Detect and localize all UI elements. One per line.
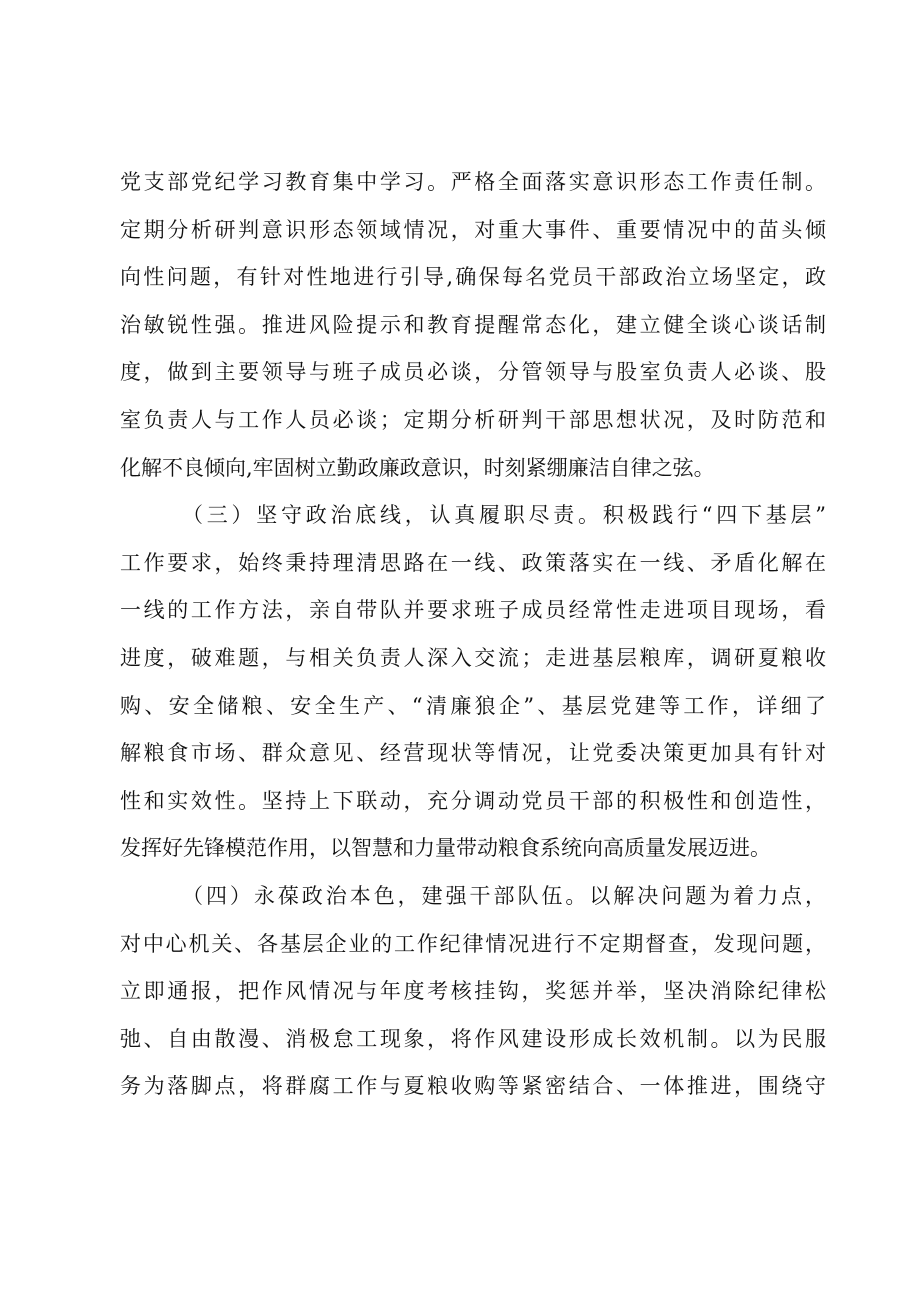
text-line: 性和实效性。坚持上下联动，充分调动党员干部的积极性和创造性， xyxy=(120,788,826,813)
text-line: 向性问题，有针对性地进行引导,确保每名党员干部政治立场坚定，政 xyxy=(120,265,826,290)
text-line: 治敏锐性强。推进风险提示和教育提醒常态化，建立健全谈心谈话制 xyxy=(120,312,826,337)
text-line: 立即通报，把作风情况与年度考核挂钩，奖惩并举，坚决消除纪律松 xyxy=(120,979,826,1004)
paragraph-heading-line: （三）坚守政治底线，认真履职尽责。积极践行“四下基层” xyxy=(182,503,826,528)
text-line: 对中心机关、各基层企业的工作纪律情况进行不定期督查，发现问题， xyxy=(120,931,826,956)
paragraph-heading-line: （四）永葆政治本色，建强干部队伍。以解决问题为着力点， xyxy=(182,883,826,908)
text-line: 购、安全储粮、安全生产、“清廉狼企”、基层党建等工作，详细了 xyxy=(120,693,826,718)
text-line: 工作要求，始终秉持理清思路在一线、政策落实在一线、矛盾化解在 xyxy=(120,550,826,575)
text-line: 进度，破难题，与相关负责人深入交流；走进基层粮库，调研夏粮收 xyxy=(120,645,826,670)
text-line: 定期分析研判意识形态领域情况，对重大事件、重要情况中的苗头倾 xyxy=(120,217,826,242)
text-line: 务为落脚点，将群腐工作与夏粮收购等紧密结合、一体推进，围绕守 xyxy=(120,1074,826,1099)
text-line: 弛、自由散漫、消极怠工现象，将作风建设形成长效机制。以为民服 xyxy=(120,1026,826,1051)
text-line: 化解不良倾向,牢固树立勤政廉政意识，时刻紧绷廉洁自律之弦。 xyxy=(120,455,715,480)
text-line: 室负责人与工作人员必谈；定期分析研判干部思想状况，及时防范和 xyxy=(120,407,826,432)
text-line: 一线的工作方法，亲自带队并要求班子成员经常性走进项目现场，看 xyxy=(120,598,826,623)
text-line: 度，做到主要领导与班子成员必谈，分管领导与股室负责人必谈、股 xyxy=(120,360,826,385)
text-line: 党支部党纪学习教育集中学习。严格全面落实意识形态工作责任制。 xyxy=(120,170,826,194)
document-body xyxy=(120,162,826,1114)
text-line: 解粮食市场、群众意见、经营现状等情况，让党委决策更加具有针对 xyxy=(120,741,826,766)
text-line: 发挥好先锋模范作用，以智慧和力量带动粮食系统向高质量发展迈进。 xyxy=(120,836,771,861)
